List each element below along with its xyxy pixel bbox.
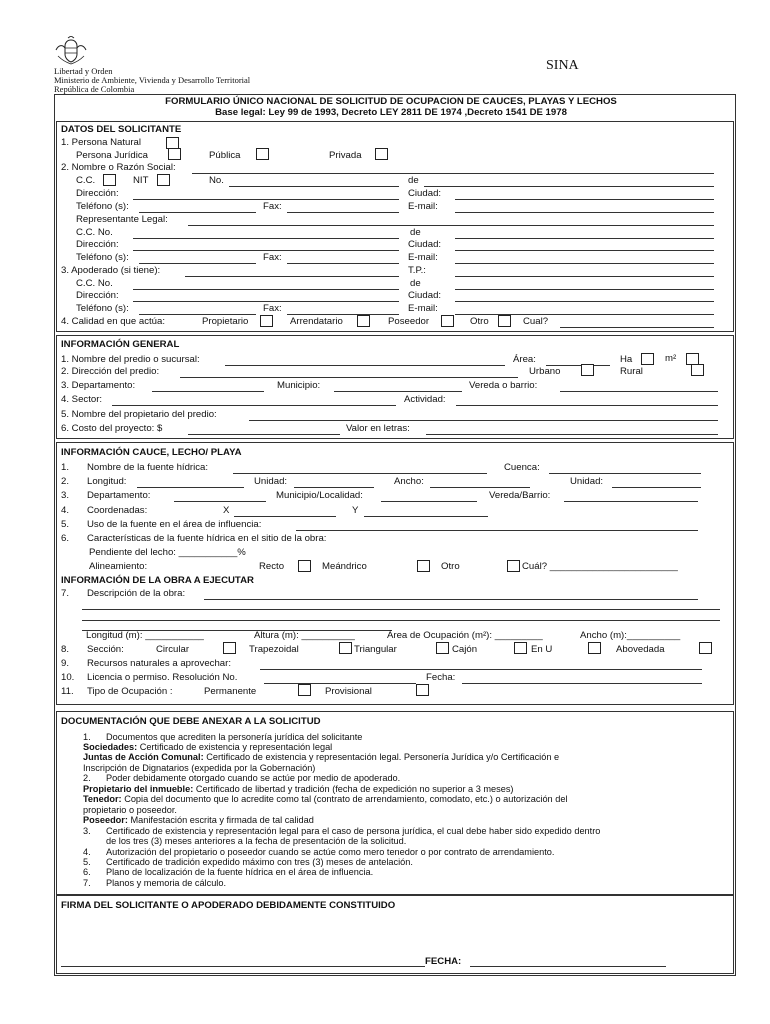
sector-field[interactable]: [112, 405, 396, 406]
doc-num-6: 6.: [83, 867, 91, 877]
apoderado-field[interactable]: [185, 276, 399, 277]
departamento-label-general: 3. Departamento:: [61, 380, 136, 391]
longitud-field[interactable]: [137, 487, 244, 488]
cc-no-field-1[interactable]: [133, 238, 399, 239]
permanente-checkbox[interactable]: [298, 684, 311, 696]
area-label: Área:: [513, 354, 536, 365]
costo-field[interactable]: [188, 434, 340, 435]
cuenca-label: Cuenca:: [504, 462, 540, 473]
section-title-obra: INFORMACIÓN DE LA OBRA A EJECUTAR: [61, 575, 254, 586]
longitud-m-label: Longitud (m): ___________: [86, 630, 204, 641]
pendiente-label: Pendiente del lecho: ___________%: [89, 547, 246, 558]
nit-checkbox[interactable]: [157, 174, 170, 186]
actividad-label: Actividad:: [404, 394, 446, 405]
cauce-num-2: 2.: [61, 476, 70, 487]
ciudad-label-1: Ciudad:: [408, 188, 442, 199]
cauce-num-6: 6.: [61, 533, 70, 544]
recto-checkbox[interactable]: [298, 560, 311, 572]
persona-natural-label: 1. Persona Natural: [61, 137, 141, 148]
provisional-label: Provisional: [325, 686, 372, 697]
persona-juridica-label: Persona Jurídica: [76, 150, 148, 161]
municipio-field-cauce[interactable]: [381, 501, 477, 502]
recursos-label: Recursos naturales a aprovechar:: [87, 658, 231, 669]
email-field-1[interactable]: [455, 212, 714, 213]
representante-field[interactable]: [188, 225, 714, 226]
de-label-2: de: [410, 227, 421, 238]
fecha-label-firma: FECHA:: [425, 956, 462, 967]
otro-checkbox-calidad[interactable]: [498, 315, 511, 327]
doc-poseedor: [83, 815, 314, 826]
fax-field-2[interactable]: [287, 263, 399, 264]
en-u-label: En U: [531, 644, 553, 655]
departamento-field-general[interactable]: [152, 391, 264, 392]
predio-label: 1. Nombre del predio o sucursal:: [61, 354, 200, 365]
ciudad-label-3: Ciudad:: [408, 290, 442, 301]
section-title-solicitante: DATOS DEL SOLICITANTE: [61, 124, 182, 135]
fax-field-3[interactable]: [287, 314, 399, 315]
propietario-predio-label: 5. Nombre del propietario del predio:: [61, 409, 217, 420]
direccion-label-2: Dirección:: [76, 239, 119, 250]
fax-field-1[interactable]: [287, 212, 399, 213]
arrendatario-label: Arrendatario: [290, 316, 343, 327]
propietario-inmueble-label: Propietario del inmueble:: [83, 784, 194, 794]
cual-label-calidad: Cual?: [523, 316, 549, 327]
doc-tenedor-cont: propietario o poseedor.: [83, 805, 177, 815]
ha-checkbox[interactable]: [641, 353, 654, 365]
firma-field[interactable]: [61, 966, 425, 967]
licencia-label: Licencia o permiso. Resolución No.: [87, 672, 238, 683]
direccion-predio-label: 2. Dirección del predio:: [61, 366, 160, 377]
recursos-field[interactable]: [260, 669, 702, 670]
publica-label: Pública: [209, 150, 241, 161]
email-field-2[interactable]: [455, 263, 714, 264]
ancho-label: Ancho:: [394, 476, 424, 487]
vereda-label-general: Vereda o barrio:: [469, 380, 538, 391]
cual-field-calidad[interactable]: [560, 327, 714, 328]
direccion-field-2[interactable]: [133, 250, 399, 251]
uso-label: Uso de la fuente en el área de influencia:: [87, 519, 262, 530]
telefono-label-2: Teléfono (s):: [76, 252, 129, 263]
fecha-field-firma[interactable]: [470, 966, 666, 967]
email-label-1: E-mail:: [408, 201, 438, 212]
fax-label-3: Fax:: [263, 303, 282, 314]
doc-tenedor: [83, 794, 567, 805]
provisional-checkbox[interactable]: [416, 684, 429, 696]
direccion-field-1[interactable]: [133, 199, 399, 200]
doc-item-1: Documentos que acrediten la personería jurídica del solicitante: [106, 732, 363, 742]
telefono-field-2[interactable]: [139, 263, 256, 264]
cc-no-label-1: C.C. No.: [76, 227, 113, 238]
de-label-3: de: [410, 278, 421, 289]
fecha-field-licencia[interactable]: [462, 683, 702, 684]
cc-no-field-2[interactable]: [133, 289, 399, 290]
abovedada-checkbox[interactable]: [699, 642, 712, 654]
email-label-3: E-mail:: [408, 303, 438, 314]
alineamiento-label: Alineamiento:: [89, 561, 148, 572]
nombre-field[interactable]: [192, 173, 714, 174]
colombia-coat-of-arms-icon: [52, 36, 90, 68]
juntas-text: Certificado de existencia y representación legal. Personería Jurídica y/o Certificación e: [206, 752, 560, 762]
descripcion-field-2[interactable]: [82, 609, 720, 610]
org-line-2: Ministerio de Ambiente, Vivienda y Desarrollo Territorial: [54, 75, 251, 85]
propietario-inmueble-text: Certificado de libertad y tradición (fecha de expedición no superior a 3 meses): [195, 784, 514, 794]
nombre-label: 2. Nombre o Razón Social:: [61, 162, 176, 173]
telefono-label-1: Teléfono (s):: [76, 201, 129, 212]
valor-letras-field[interactable]: [426, 434, 718, 435]
meandrico-label: Meándrico: [322, 561, 367, 572]
cauce-num-4: 4.: [61, 505, 70, 516]
cauce-num-5: 5.: [61, 519, 70, 530]
ciudad-field-3[interactable]: [455, 301, 714, 302]
privada-label: Privada: [329, 150, 362, 161]
fax-label-2: Fax:: [263, 252, 282, 263]
doc-item-2: Poder debidamente otorgado cuando se actúe por medio de apoderado.: [106, 773, 401, 783]
form-title: FORMULARIO ÚNICO NACIONAL DE SOLICITUD DE OCUPACION DE CAUCES, PLAYAS Y LECHOS: [165, 96, 617, 107]
doc-juntas-cont: Inscripción de Dignatarios (expedida por la Gobernación): [83, 763, 316, 773]
propietario-predio-field[interactable]: [249, 420, 718, 421]
propietario-checkbox[interactable]: [260, 315, 273, 327]
doc-item-6: Plano de localización de la fuente hídrica en el área de influencia.: [106, 867, 374, 877]
otro-checkbox-alineamiento[interactable]: [507, 560, 520, 572]
persona-juridica-checkbox[interactable]: [168, 148, 181, 160]
tipo-label: Tipo de Ocupación :: [87, 686, 173, 697]
apoderado-label: 3. Apoderado (si tiene):: [61, 265, 161, 276]
doc-item-3-cont: de los tres (3) meses anteriores a la fecha de presentación de la solicitud.: [106, 836, 407, 846]
poseedor-checkbox[interactable]: [441, 315, 454, 327]
tenedor-label: Tenedor:: [83, 794, 122, 804]
doc-num-5: 5.: [83, 857, 91, 867]
no-field[interactable]: [229, 186, 399, 187]
triangular-checkbox[interactable]: [436, 642, 449, 654]
vereda-label-cauce: Vereda/Barrio:: [489, 490, 551, 501]
doc-num-4: 4.: [83, 847, 91, 857]
direccion-label-1: Dirección:: [76, 188, 119, 199]
doc-item-7: Planos y memoria de cálculo.: [106, 878, 227, 888]
email-field-3[interactable]: [455, 314, 714, 315]
meandrico-checkbox[interactable]: [417, 560, 430, 572]
longitud-label: Longitud:: [87, 476, 127, 487]
de-field-3[interactable]: [455, 289, 714, 290]
cc-label: C.C.: [76, 175, 96, 186]
cauce-num-1: 1.: [61, 462, 70, 473]
arrendatario-checkbox[interactable]: [357, 315, 370, 327]
recto-label: Recto: [259, 561, 285, 572]
trapezoidal-label: Trapezoidal: [249, 644, 299, 655]
org-line-1: Libertad y Orden: [54, 66, 113, 76]
y-label: Y: [352, 505, 359, 516]
direccion-field-3[interactable]: [133, 301, 399, 302]
cajon-label: Cajón: [452, 644, 478, 655]
ciudad-field-2[interactable]: [455, 250, 714, 251]
descripcion-field-3[interactable]: [82, 620, 720, 621]
legal-basis: Base legal: Ley 99 de 1993, Decreto LEY 2811 DE 1974 ,Decreto 1541 DE 1978: [215, 107, 567, 118]
cauce-num-3: 3.: [61, 490, 70, 501]
ciudad-label-2: Ciudad:: [408, 239, 442, 250]
obra-num-11: 11.: [61, 686, 74, 697]
descripcion-label: Descripción de la obra:: [87, 588, 186, 599]
area-ocupacion-label: Área de Ocupación (m²): _________: [387, 630, 543, 641]
urbano-checkbox[interactable]: [581, 364, 594, 376]
doc-juntas: [83, 752, 559, 763]
otro-label-calidad: Otro: [470, 316, 489, 327]
no-label: No.: [209, 175, 224, 186]
poseedor-doc-label: Poseedor:: [83, 815, 128, 825]
valor-letras-label: Valor en letras:: [346, 423, 410, 434]
departamento-field-cauce[interactable]: [174, 501, 266, 502]
ancho-m-label: Ancho (m):__________: [580, 630, 681, 641]
rural-label: Rural: [620, 366, 643, 377]
fax-label-1: Fax:: [263, 201, 282, 212]
circular-label: Circular: [156, 644, 190, 655]
poseedor-label: Poseedor: [388, 316, 430, 327]
doc-item-3: Certificado de existencia y representación legal para el caso de persona jurídica, el cual debe haber sido expedido dentro: [106, 826, 601, 836]
org-line-3: República de Colombia: [54, 84, 135, 94]
ancho-field[interactable]: [430, 487, 530, 488]
tp-label: T.P.:: [408, 265, 426, 276]
section-title-general: INFORMACIÓN GENERAL: [61, 339, 180, 350]
uso-field[interactable]: [296, 530, 698, 531]
unidad-field-2[interactable]: [612, 487, 701, 488]
sociedades-text: Certificado de existencia y representación legal: [139, 742, 333, 752]
fecha-label-licencia: Fecha:: [426, 672, 456, 683]
unidad-label-2: Unidad:: [570, 476, 604, 487]
telefono-field-1[interactable]: [139, 212, 256, 213]
doc-num-1: 1.: [83, 732, 91, 742]
unidad-field-1[interactable]: [294, 487, 374, 488]
licencia-field[interactable]: [264, 683, 416, 684]
obra-num-9: 9.: [61, 658, 70, 669]
x-label: X: [223, 505, 230, 516]
sina-label: SINA: [546, 58, 579, 73]
juntas-label: Juntas de Acción Comunal:: [83, 752, 204, 762]
otro-label-alineamiento: Otro: [441, 561, 460, 572]
doc-num-7: 7.: [83, 878, 91, 888]
municipio-label-general: Municipio:: [277, 380, 321, 391]
cc-no-label-2: C.C. No.: [76, 278, 113, 289]
cc-checkbox[interactable]: [103, 174, 116, 186]
altura-m-label: Altura (m): __________: [254, 630, 355, 641]
circular-checkbox[interactable]: [223, 642, 236, 654]
permanente-label: Permanente: [204, 686, 257, 697]
nit-label: NIT: [133, 175, 149, 186]
coordenadas-label: Coordenadas:: [87, 505, 148, 516]
municipio-field-general[interactable]: [334, 391, 462, 392]
obra-num-10: 10.: [61, 672, 75, 683]
publica-checkbox[interactable]: [256, 148, 269, 160]
caracteristicas-label: Características de la fuente hídrica en el sitio de la obra:: [87, 533, 327, 544]
vereda-field-general[interactable]: [560, 391, 718, 392]
ha-label: Ha: [620, 354, 633, 365]
costo-label: 6. Costo del proyecto: $: [61, 423, 163, 434]
municipio-label-cauce: Municipio/Localidad:: [276, 490, 363, 501]
en-u-checkbox[interactable]: [588, 642, 601, 654]
doc-num-2: 2.: [83, 773, 91, 783]
descripcion-field-1[interactable]: [204, 599, 698, 600]
obra-num-7: 7.: [61, 588, 70, 599]
de-field-2[interactable]: [455, 238, 714, 239]
calidad-label: 4. Calidad en que actúa:: [61, 316, 166, 327]
direccion-predio-field[interactable]: [180, 377, 518, 378]
rural-checkbox[interactable]: [691, 364, 704, 376]
m2-label: m²: [665, 353, 677, 364]
tp-field[interactable]: [455, 276, 714, 277]
de-label-1: de: [408, 175, 419, 186]
propietario-label: Propietario: [202, 316, 249, 327]
tenedor-text: Copia del documento que lo acredite como tal (contrato de arrendamiento, comodato, etc.) o autorización del: [124, 794, 568, 804]
telefono-field-3[interactable]: [139, 314, 256, 315]
unidad-label-1: Unidad:: [254, 476, 288, 487]
section-title-firma: FIRMA DEL SOLICITANTE O APODERADO DEBIDAMENTE CONSTITUIDO: [61, 900, 396, 911]
section-title-cauce: INFORMACIÓN CAUCE, LECHO/ PLAYA: [61, 447, 242, 458]
y-field[interactable]: [364, 516, 488, 517]
abovedada-label: Abovedada: [616, 644, 665, 655]
doc-num-3: 3.: [83, 826, 91, 836]
sociedades-label: Sociedades:: [83, 742, 138, 752]
sector-label: 4. Sector:: [61, 394, 103, 405]
privada-checkbox[interactable]: [375, 148, 388, 160]
doc-item-4: Autorización del propietario o poseedor cuando se actúe como mero tenedor o por contrato de arrendamiento.: [106, 847, 555, 857]
representante-label: Representante Legal:: [76, 214, 168, 225]
direccion-label-3: Dirección:: [76, 290, 119, 301]
telefono-label-3: Teléfono (s):: [76, 303, 129, 314]
ciudad-field-1[interactable]: [455, 199, 714, 200]
actividad-field[interactable]: [456, 405, 718, 406]
triangular-label: Triangular: [354, 644, 397, 655]
trapezoidal-checkbox[interactable]: [339, 642, 352, 654]
email-label-2: E-mail:: [408, 252, 438, 263]
obra-num-8: 8.: [61, 644, 70, 655]
doc-item-5: Certificado de tradición expedido máximo con tres (3) meses de antelación.: [106, 857, 413, 867]
vereda-field-cauce[interactable]: [564, 501, 698, 502]
urbano-label: Urbano: [529, 366, 561, 377]
departamento-label-cauce: Departamento:: [87, 490, 151, 501]
fuente-label: Nombre de la fuente hídrica:: [87, 462, 209, 473]
predio-field[interactable]: [225, 365, 505, 366]
cuenca-field[interactable]: [549, 473, 701, 474]
cajon-checkbox[interactable]: [514, 642, 527, 654]
cual-label-alineamiento: Cuál? ________________________: [522, 561, 678, 572]
section-title-documentacion: DOCUMENTACIÓN QUE DEBE ANEXAR A LA SOLICITUD: [61, 716, 321, 727]
seccion-label: Sección:: [87, 644, 124, 655]
fuente-field[interactable]: [233, 473, 487, 474]
x-field[interactable]: [234, 516, 336, 517]
de-field-1[interactable]: [424, 186, 714, 187]
poseedor-doc-text: Manifestación escrita y firmada de tal calidad: [130, 815, 314, 825]
